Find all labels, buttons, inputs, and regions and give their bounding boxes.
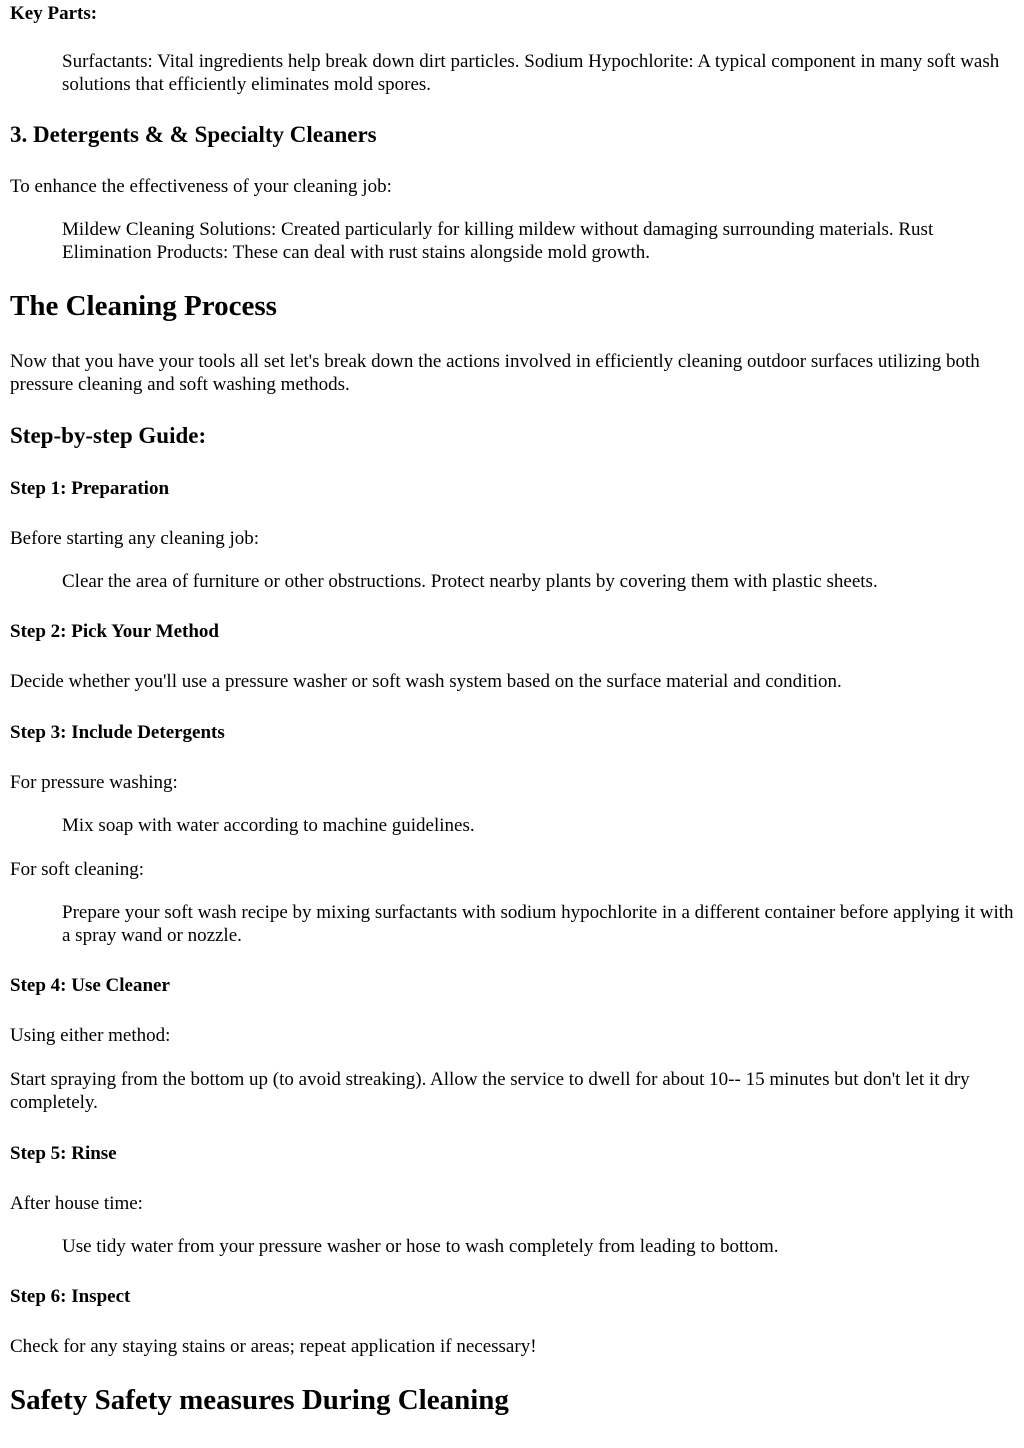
- step5-text: Use tidy water from your pressure washer or hose to wash completely from leading to bottom.: [62, 1236, 779, 1257]
- step3-soft-text: Prepare your soft wash recipe by mixing surfactants with sodium hypochlorite in a different container before applying it with a spray wand or nozzle.: [62, 902, 1014, 946]
- mildew-text: Mildew Cleaning Solutions: Created particularly for killing mildew without damaging surrounding materials. Rust Elimination Products: These can deal with rust stains alongside mold growth.: [62, 219, 934, 263]
- step4-heading: Step 4: Use Cleaner: [10, 975, 170, 996]
- step3-pressure-quote: [62, 814, 1014, 837]
- key-parts-text: Surfactants: Vital ingredients help break down dirt particles. Sodium Hypochlorite: A typical component in many soft wash solutions that efficiently eliminates mold spores.: [62, 51, 1000, 95]
- step1-quote: [62, 570, 1014, 593]
- step4-intro: Using either method:: [10, 1025, 171, 1046]
- step1-heading: Step 1: Preparation: [10, 478, 170, 499]
- safety-heading: Safety Safety measures During Cleaning: [10, 1384, 509, 1416]
- step1-intro: Before starting any cleaning job:: [10, 528, 260, 549]
- key-parts-quote: [62, 50, 1014, 96]
- step3-soft-quote: [62, 901, 1014, 947]
- step5-heading: Step 5: Rinse: [10, 1143, 117, 1164]
- step2-heading: Step 2: Pick Your Method: [10, 621, 219, 642]
- process-intro-paragraph: Now that you have your tools all set let's break down the actions involved in efficiently cleaning outdoor surfaces utilizing both pressure cleaning and soft washing methods.: [10, 351, 980, 395]
- step3-heading: Step 3: Include Detergents: [10, 722, 225, 743]
- article: [0, 2, 1024, 1417]
- step3-pressure-text: Mix soap with water according to machine guidelines.: [62, 815, 475, 836]
- cleaning-process-heading: The Cleaning Process: [10, 290, 277, 322]
- step2-text: Decide whether you'll use a pressure washer or soft wash system based on the surface material and condition.: [10, 671, 842, 692]
- detergents-heading: 3. Detergents & & Specialty Cleaners: [10, 122, 377, 147]
- step6-heading: Step 6: Inspect: [10, 1286, 131, 1307]
- step5-intro: After house time:: [10, 1193, 143, 1214]
- step3-soft-intro: For soft cleaning:: [10, 859, 145, 880]
- step6-text: Check for any staying stains or areas; repeat application if necessary!: [10, 1336, 537, 1357]
- step5-quote: [62, 1235, 1014, 1258]
- step-guide-heading: Step-by-step Guide:: [10, 423, 207, 448]
- step4-text: Start spraying from the bottom up (to avoid streaking). Allow the service to dwell for about 10-- 15 minutes but don't let it dry completely.: [10, 1069, 970, 1113]
- key-parts-heading: Key Parts:: [10, 3, 98, 24]
- step1-text: Clear the area of furniture or other obstructions. Protect nearby plants by covering them with plastic sheets.: [62, 571, 878, 592]
- enhance-paragraph: To enhance the effectiveness of your cleaning job:: [10, 176, 392, 197]
- step3-pressure-intro: For pressure washing:: [10, 772, 178, 793]
- mildew-quote: [62, 218, 1014, 264]
